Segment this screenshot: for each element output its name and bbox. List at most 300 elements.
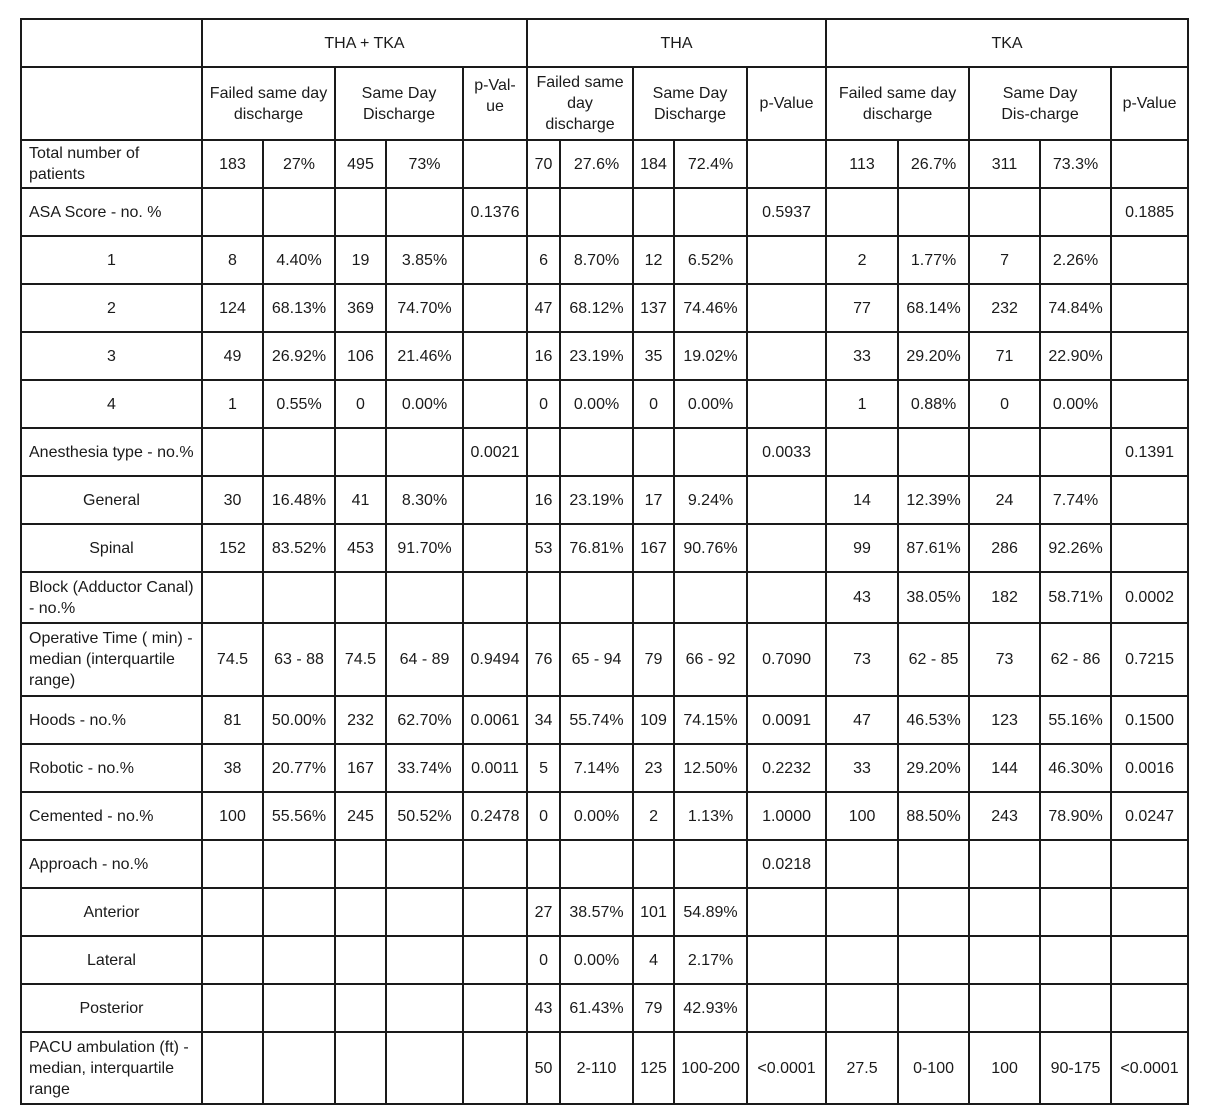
table-cell	[560, 840, 633, 888]
table-cell	[1040, 984, 1111, 1032]
table-cell: 124	[202, 284, 263, 332]
table-cell: 100-200	[674, 1032, 747, 1104]
table-cell: 125	[633, 1032, 674, 1104]
table-cell	[263, 572, 335, 623]
table-cell: 38.57%	[560, 888, 633, 936]
table-cell: 46.53%	[898, 696, 969, 744]
table-cell: 17	[633, 476, 674, 524]
table-cell	[826, 984, 898, 1032]
row-label: Robotic - no.%	[21, 744, 202, 792]
table-cell: 183	[202, 140, 263, 188]
row-label: General	[21, 476, 202, 524]
row-label: Block (Adductor Canal) - no.%	[21, 572, 202, 623]
table-cell: 22.90%	[1040, 332, 1111, 380]
table-cell: 34	[527, 696, 560, 744]
table-cell: 184	[633, 140, 674, 188]
table-cell: 74.84%	[1040, 284, 1111, 332]
table-cell: 19.02%	[674, 332, 747, 380]
table-cell	[674, 428, 747, 476]
table-cell	[747, 984, 826, 1032]
table-cell: 14	[826, 476, 898, 524]
table-cell: 0	[527, 380, 560, 428]
table-cell: 70	[527, 140, 560, 188]
table-row	[21, 792, 1188, 840]
table-cell	[463, 888, 527, 936]
table-cell: 152	[202, 524, 263, 572]
table-cell: 2	[826, 236, 898, 284]
table-cell: 16	[527, 332, 560, 380]
table-cell: 0.0021	[463, 428, 527, 476]
subheader-tha-p-value: p-Value	[747, 67, 826, 140]
table-cell: 87.61%	[898, 524, 969, 572]
table-row	[21, 188, 1188, 236]
table-cell: 27%	[263, 140, 335, 188]
table-cell: 27.6%	[560, 140, 633, 188]
table-cell: 232	[335, 696, 386, 744]
table-row	[21, 380, 1188, 428]
table-cell: 6	[527, 236, 560, 284]
table-cell	[747, 936, 826, 984]
table-cell: 3.85%	[386, 236, 463, 284]
row-label: Operative Time ( min) - median (interquartile range)	[21, 623, 202, 696]
table-cell	[969, 984, 1040, 1032]
table-row	[21, 696, 1188, 744]
table-cell	[560, 188, 633, 236]
table-cell: 99	[826, 524, 898, 572]
table-cell	[969, 888, 1040, 936]
table-cell	[386, 936, 463, 984]
table-cell	[1111, 140, 1188, 188]
table-cell	[898, 840, 969, 888]
table-cell: 33	[826, 332, 898, 380]
table-cell: 74.46%	[674, 284, 747, 332]
table-cell	[1111, 984, 1188, 1032]
row-label: Lateral	[21, 936, 202, 984]
table-cell: 8.30%	[386, 476, 463, 524]
table-cell	[527, 428, 560, 476]
table-cell	[463, 1032, 527, 1104]
table-cell: 369	[335, 284, 386, 332]
table-cell	[263, 936, 335, 984]
row-label: Approach - no.%	[21, 840, 202, 888]
table-cell	[335, 888, 386, 936]
table-cell	[202, 936, 263, 984]
table-cell	[1040, 428, 1111, 476]
table-cell	[463, 524, 527, 572]
table-cell	[463, 476, 527, 524]
table-body	[21, 140, 1188, 1104]
table-cell	[463, 236, 527, 284]
table-cell: 68.12%	[560, 284, 633, 332]
table-cell	[747, 524, 826, 572]
table-row	[21, 572, 1188, 623]
table-cell	[969, 936, 1040, 984]
table-cell	[560, 428, 633, 476]
table-cell: 453	[335, 524, 386, 572]
table-cell: 101	[633, 888, 674, 936]
row-label: Posterior	[21, 984, 202, 1032]
table-cell: 0.2478	[463, 792, 527, 840]
table-cell	[826, 840, 898, 888]
table-cell: 90-175	[1040, 1032, 1111, 1104]
table-cell	[826, 188, 898, 236]
table-cell	[1111, 332, 1188, 380]
table-cell: 0.0247	[1111, 792, 1188, 840]
subheader-tka-p-value: p-Value	[1111, 67, 1188, 140]
table-cell: 243	[969, 792, 1040, 840]
table-cell	[747, 284, 826, 332]
table-cell: 62.70%	[386, 696, 463, 744]
table-cell	[463, 380, 527, 428]
table-cell: 30	[202, 476, 263, 524]
table-cell: 0.0091	[747, 696, 826, 744]
row-label: ASA Score - no. %	[21, 188, 202, 236]
table-cell	[463, 140, 527, 188]
table-cell: 24	[969, 476, 1040, 524]
table-cell: 27	[527, 888, 560, 936]
table-cell: 41	[335, 476, 386, 524]
table-cell	[560, 572, 633, 623]
table-cell: 1.13%	[674, 792, 747, 840]
table-cell: 0.7215	[1111, 623, 1188, 696]
table-cell: 245	[335, 792, 386, 840]
row-label: Anterior	[21, 888, 202, 936]
table-cell: 29.20%	[898, 744, 969, 792]
table-cell	[747, 476, 826, 524]
table-cell: 43	[527, 984, 560, 1032]
table-cell: 0	[969, 380, 1040, 428]
table-cell	[898, 188, 969, 236]
table-cell: 74.5	[335, 623, 386, 696]
table-cell: 0.00%	[674, 380, 747, 428]
table-cell	[633, 188, 674, 236]
table-cell: 0.1500	[1111, 696, 1188, 744]
table-cell: 8.70%	[560, 236, 633, 284]
table-cell: 0.5937	[747, 188, 826, 236]
table-cell: 0-100	[898, 1032, 969, 1104]
subheader-tha-tka-failed: Failed same day discharge	[202, 67, 335, 140]
table-cell: 35	[633, 332, 674, 380]
table-cell: 73.3%	[1040, 140, 1111, 188]
table-cell: 182	[969, 572, 1040, 623]
row-label: 3	[21, 332, 202, 380]
table-cell: 7.14%	[560, 744, 633, 792]
table-cell: 19	[335, 236, 386, 284]
table-cell: 76	[527, 623, 560, 696]
table-cell: 55.56%	[263, 792, 335, 840]
table-cell: 12	[633, 236, 674, 284]
table-cell: 0.0016	[1111, 744, 1188, 792]
table-cell: 100	[969, 1032, 1040, 1104]
table-cell: 23.19%	[560, 332, 633, 380]
table-cell	[898, 888, 969, 936]
table-cell: 7.74%	[1040, 476, 1111, 524]
table-cell	[335, 984, 386, 1032]
table-cell: 100	[202, 792, 263, 840]
subheader-tha-tka-p-value: p-Val-ue	[463, 67, 527, 140]
table-cell: 8	[202, 236, 263, 284]
table-cell: 0.0011	[463, 744, 527, 792]
table-cell: 47	[527, 284, 560, 332]
table-cell: 55.16%	[1040, 696, 1111, 744]
table-cell: 113	[826, 140, 898, 188]
table-cell: 65 - 94	[560, 623, 633, 696]
table-cell: 21.46%	[386, 332, 463, 380]
results-table	[20, 18, 1189, 1105]
table-cell: 23	[633, 744, 674, 792]
table-row	[21, 524, 1188, 572]
table-cell: 2-110	[560, 1032, 633, 1104]
table-cell	[386, 1032, 463, 1104]
table-cell: 63 - 88	[263, 623, 335, 696]
table-cell: 144	[969, 744, 1040, 792]
table-cell: 46.30%	[1040, 744, 1111, 792]
table-cell: 4	[633, 936, 674, 984]
group-header-tha: THA	[527, 19, 826, 67]
table-cell: 79	[633, 623, 674, 696]
table-cell: 50.00%	[263, 696, 335, 744]
table-cell: 76.81%	[560, 524, 633, 572]
table-cell	[747, 888, 826, 936]
table-cell	[463, 936, 527, 984]
table-cell: 83.52%	[263, 524, 335, 572]
row-label: PACU ambulation (ft) - median, interquartile range	[21, 1032, 202, 1104]
table-cell	[527, 572, 560, 623]
table-cell: 0.7090	[747, 623, 826, 696]
table-cell: 2	[633, 792, 674, 840]
table-cell: 79	[633, 984, 674, 1032]
table-cell: 58.71%	[1040, 572, 1111, 623]
subheader-tka-same-day: Same Day Dis-charge	[969, 67, 1111, 140]
table-cell: 106	[335, 332, 386, 380]
table-row	[21, 936, 1188, 984]
table-cell	[463, 332, 527, 380]
table-cell: 100	[826, 792, 898, 840]
table-row	[21, 140, 1188, 188]
table-cell: 1.77%	[898, 236, 969, 284]
table-cell: 0	[633, 380, 674, 428]
table-cell: 0.00%	[386, 380, 463, 428]
subheader-row	[21, 67, 1188, 140]
table-cell: 286	[969, 524, 1040, 572]
table-cell: 0	[527, 792, 560, 840]
table-cell: 92.26%	[1040, 524, 1111, 572]
table-cell	[1111, 380, 1188, 428]
table-cell: 53	[527, 524, 560, 572]
table-cell	[826, 888, 898, 936]
table-cell: 74.70%	[386, 284, 463, 332]
table-cell	[202, 572, 263, 623]
table-cell	[202, 984, 263, 1032]
table-cell: 78.90%	[1040, 792, 1111, 840]
subheader-tha-tka-same-day: Same Day Discharge	[335, 67, 463, 140]
table-cell: 5	[527, 744, 560, 792]
table-cell: 47	[826, 696, 898, 744]
table-row	[21, 332, 1188, 380]
group-header-tha-tka: THA + TKA	[202, 19, 527, 67]
table-cell	[386, 428, 463, 476]
row-label: Spinal	[21, 524, 202, 572]
table-cell: 42.93%	[674, 984, 747, 1032]
table-cell	[747, 140, 826, 188]
table-cell: 38.05%	[898, 572, 969, 623]
table-cell: 1	[202, 380, 263, 428]
table-cell	[202, 1032, 263, 1104]
table-row	[21, 744, 1188, 792]
table-cell	[386, 840, 463, 888]
row-label: 4	[21, 380, 202, 428]
table-cell: 7	[969, 236, 1040, 284]
table-cell	[1040, 888, 1111, 936]
row-label: Anesthesia type - no.%	[21, 428, 202, 476]
row-label: Total number of patients	[21, 140, 202, 188]
subheader-tha-failed: Failed same day discharge	[527, 67, 633, 140]
table-cell: 90.76%	[674, 524, 747, 572]
table-cell	[202, 428, 263, 476]
table-cell	[1111, 936, 1188, 984]
table-cell: 2.17%	[674, 936, 747, 984]
table-cell	[674, 840, 747, 888]
table-cell: 12.50%	[674, 744, 747, 792]
table-cell	[747, 332, 826, 380]
group-header-row	[21, 19, 1188, 67]
subheader-tka-failed: Failed same day discharge	[826, 67, 969, 140]
table-cell	[463, 984, 527, 1032]
table-cell: 232	[969, 284, 1040, 332]
table-cell: 16.48%	[263, 476, 335, 524]
table-cell: 74.15%	[674, 696, 747, 744]
table-cell: 0.55%	[263, 380, 335, 428]
table-cell: 0	[335, 380, 386, 428]
table-cell	[335, 936, 386, 984]
table-cell: 62 - 85	[898, 623, 969, 696]
table-cell	[1111, 236, 1188, 284]
table-cell	[747, 236, 826, 284]
table-cell	[263, 984, 335, 1032]
table-row	[21, 284, 1188, 332]
table-cell: 495	[335, 140, 386, 188]
table-cell	[263, 1032, 335, 1104]
table-cell: 20.77%	[263, 744, 335, 792]
table-cell: 0	[527, 936, 560, 984]
table-cell: 72.4%	[674, 140, 747, 188]
table-cell: 43	[826, 572, 898, 623]
table-cell: 26.92%	[263, 332, 335, 380]
table-cell: 9.24%	[674, 476, 747, 524]
table-cell	[386, 572, 463, 623]
corner-cell	[21, 19, 202, 67]
table-cell	[386, 888, 463, 936]
table-cell	[463, 284, 527, 332]
table-row	[21, 236, 1188, 284]
table-cell: 61.43%	[560, 984, 633, 1032]
table-cell: 311	[969, 140, 1040, 188]
table-cell: 74.5	[202, 623, 263, 696]
table-cell: 0.0002	[1111, 572, 1188, 623]
row-label: 2	[21, 284, 202, 332]
table-cell: 4.40%	[263, 236, 335, 284]
table-cell: 26.7%	[898, 140, 969, 188]
table-cell	[335, 840, 386, 888]
table-cell	[263, 840, 335, 888]
table-cell: 55.74%	[560, 696, 633, 744]
table-cell	[969, 840, 1040, 888]
table-cell: 0.00%	[1040, 380, 1111, 428]
table-cell	[1111, 476, 1188, 524]
subheader-corner-cell	[21, 67, 202, 140]
table-cell: 6.52%	[674, 236, 747, 284]
table-cell: 0.0218	[747, 840, 826, 888]
table-cell: 0.1376	[463, 188, 527, 236]
table-cell	[202, 840, 263, 888]
table-cell	[633, 428, 674, 476]
table-row	[21, 888, 1188, 936]
table-cell: 23.19%	[560, 476, 633, 524]
table-cell: 27.5	[826, 1032, 898, 1104]
table-cell: 0.9494	[463, 623, 527, 696]
table-cell	[335, 188, 386, 236]
table-cell: 50.52%	[386, 792, 463, 840]
group-header-tka: TKA	[826, 19, 1188, 67]
table-cell	[898, 428, 969, 476]
table-cell: 0.0033	[747, 428, 826, 476]
table-cell	[1040, 188, 1111, 236]
table-cell: 68.14%	[898, 284, 969, 332]
table-cell	[463, 572, 527, 623]
table-cell: 91.70%	[386, 524, 463, 572]
table-cell	[898, 984, 969, 1032]
table-cell: 50	[527, 1032, 560, 1104]
table-cell: 73	[969, 623, 1040, 696]
table-cell: 0.0061	[463, 696, 527, 744]
table-cell: 109	[633, 696, 674, 744]
table-row	[21, 428, 1188, 476]
table-cell: 0.2232	[747, 744, 826, 792]
table-row	[21, 840, 1188, 888]
table-cell: 54.89%	[674, 888, 747, 936]
table-cell	[335, 572, 386, 623]
table-cell	[1111, 840, 1188, 888]
table-cell: 0.1885	[1111, 188, 1188, 236]
table-cell: 71	[969, 332, 1040, 380]
table-cell	[335, 428, 386, 476]
table-cell	[747, 380, 826, 428]
table-cell: <0.0001	[1111, 1032, 1188, 1104]
table-cell: 0.00%	[560, 792, 633, 840]
table-cell: 0.88%	[898, 380, 969, 428]
table-cell	[335, 1032, 386, 1104]
table-cell	[826, 936, 898, 984]
table-cell	[898, 936, 969, 984]
table-cell: 0.00%	[560, 936, 633, 984]
table-cell	[463, 840, 527, 888]
table-cell	[674, 572, 747, 623]
table-cell: 123	[969, 696, 1040, 744]
table-cell: 62 - 86	[1040, 623, 1111, 696]
table-cell	[633, 840, 674, 888]
table-cell: 0.1391	[1111, 428, 1188, 476]
table-cell: 2.26%	[1040, 236, 1111, 284]
table-cell: 73%	[386, 140, 463, 188]
table-cell: 137	[633, 284, 674, 332]
table-cell	[1111, 284, 1188, 332]
table-cell: 167	[633, 524, 674, 572]
table-cell: 64 - 89	[386, 623, 463, 696]
table-cell: 33.74%	[386, 744, 463, 792]
table-cell	[633, 572, 674, 623]
table-cell: <0.0001	[747, 1032, 826, 1104]
table-row	[21, 984, 1188, 1032]
